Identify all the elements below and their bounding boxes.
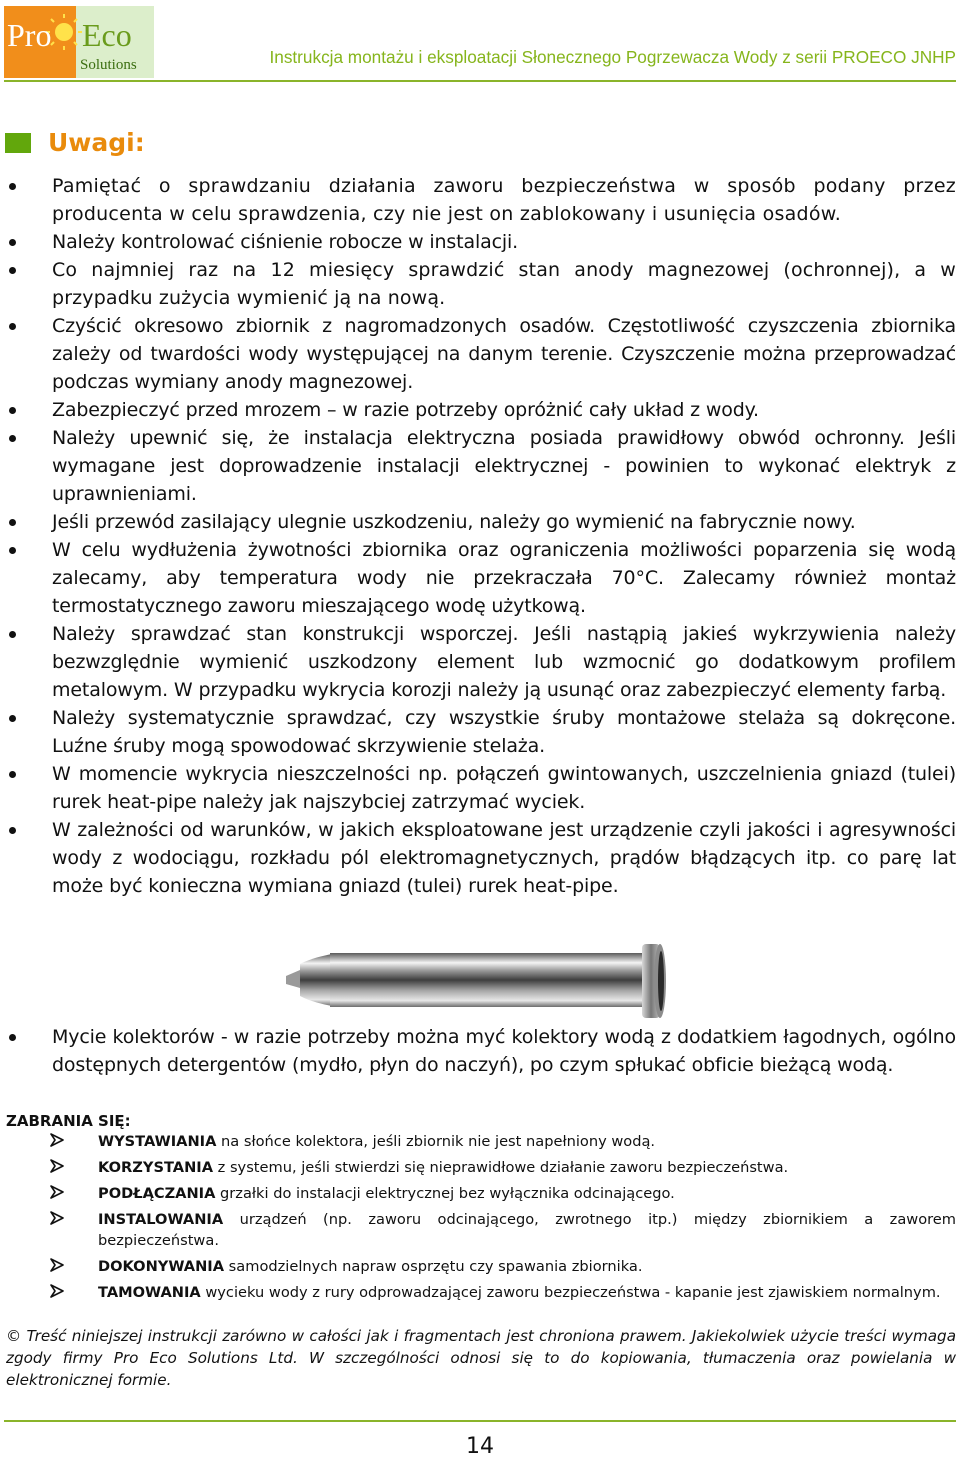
list-item-text: Jeśli przewód zasilający ulegnie uszkodzeniu, należy go wymienić na fabrycznie nowy.	[52, 511, 856, 533]
forbidden-item	[0, 1183, 960, 1204]
list-item-text: Czyścić okresowo zbiornik z nagromadzonych osadów. Częstotliwość czyszczenia zbiornika zależy od twardości wody występującej na danym terenie. Czyszczenie można przeprowadzać podczas wymiany anody magnezowej.	[52, 315, 956, 393]
logo-word-solutions: Solutions	[80, 57, 137, 73]
list-item	[0, 396, 960, 424]
logo-word-eco: Eco	[82, 17, 132, 53]
bullet-icon	[9, 1034, 16, 1041]
bullet-icon	[9, 715, 16, 722]
list-item	[0, 424, 960, 508]
forbidden-item-text	[98, 1209, 956, 1251]
forbidden-item-text	[98, 1256, 956, 1277]
forbidden-item-text	[98, 1183, 956, 1204]
section-heading: Uwagi:	[48, 128, 145, 157]
list-item	[0, 760, 960, 816]
bullet-icon	[9, 407, 16, 414]
forbidden-keyword: WYSTAWIANIA	[98, 1133, 217, 1150]
notes-list	[0, 172, 960, 900]
list-item-text: W momencie wykrycia nieszczelności np. połączeń gwintowanych, uszczelnienia gniazd (tulei) rurek heat-pipe należy jak najszybciej zatrzymać wyciek.	[52, 763, 956, 813]
bullet-icon	[9, 183, 16, 190]
forbidden-item	[0, 1209, 960, 1251]
list-item-text: Zabezpieczyć przed mrozem – w razie potrzeby opróżnić cały układ z wody.	[52, 399, 759, 421]
pro-eco-logo	[4, 6, 154, 78]
forbidden-description: urządzeń (np. zaworu odcinającego, zwrotnego itp.) między zbiornikiem a zaworem bezpieczeństwa.	[98, 1211, 956, 1249]
list-item-text: Należy sprawdzać stan konstrukcji wsporczej. Jeśli nastąpią jakieś wykrzywienia należy bezwzględnie wymienić uszkodzony element lub wzmocnić go dodatkowym profilem metalowym. W przypadku wykrycia korozji należy ją usunąć oraz zabezpieczyć elementy farbą.	[52, 623, 956, 701]
arrow-bullet-icon	[50, 1185, 64, 1199]
forbidden-item-text	[98, 1282, 956, 1303]
forbidden-description: na słońce kolektora, jeśli zbiornik nie jest napełniony wodą.	[216, 1133, 656, 1150]
forbidden-keyword: INSTALOWANIA	[98, 1211, 224, 1228]
bullet-icon	[9, 239, 16, 246]
forbidden-item	[0, 1256, 960, 1277]
list-item	[0, 508, 960, 536]
copyright-notice: © Treść niniejszej instrukcji zarówno w całości jak i fragmentach jest chroniona prawem. Jakiekolwiek użycie treści wymaga zgody firmy Pro Eco Solutions Ltd. W szczególności odnosi się to do kopiowania, tłumaczenia oraz powielania w elektronicznej formie.	[6, 1327, 956, 1389]
forbidden-item	[0, 1131, 960, 1152]
document-header-title: Instrukcja montażu i eksploatacji Słonecznego Pogrzewacza Wody z serii PROECO JNHP	[269, 47, 956, 67]
forbidden-item-text	[98, 1157, 956, 1178]
list-item-text: Należy kontrolować ciśnienie robocze w instalacji.	[52, 231, 519, 253]
forbidden-description: samodzielnych napraw osprzętu czy spawania zbiornika.	[224, 1258, 643, 1275]
forbidden-heading: ZABRANIA SIĘ:	[6, 1112, 131, 1130]
header-divider	[4, 80, 956, 82]
arrow-bullet-icon	[50, 1258, 64, 1272]
forbidden-keyword: PODŁĄCZANIA	[98, 1185, 216, 1202]
forbidden-item-text	[98, 1131, 956, 1152]
heat-pipe-sleeve-image	[282, 934, 672, 1026]
forbidden-keyword: DOKONYWANIA	[98, 1258, 225, 1275]
list-item	[0, 1023, 960, 1079]
footer-divider	[4, 1420, 956, 1422]
list-item	[0, 256, 960, 312]
list-item-text: Pamiętać o sprawdzaniu działania zaworu bezpieczeństwa w sposób podany przez producenta w celu sprawdzenia, czy nie jest on zablokowany i usunięcia osadów.	[52, 175, 956, 225]
list-item-text: W zależności od warunków, w jakich eksploatowane jest urządzenie czyli jakości i agresywności wody z wodociągu, rozkładu pól elektromagnetycznych, prądów błądzących itp. co parę lat może być konieczna wymiana gniazd (tulei) rurek heat-pipe.	[52, 819, 956, 897]
list-item	[0, 228, 960, 256]
arrow-bullet-icon	[50, 1284, 64, 1298]
list-item	[0, 172, 960, 228]
forbidden-item	[0, 1282, 960, 1303]
bullet-icon	[9, 435, 16, 442]
list-item	[0, 312, 960, 396]
forbidden-description: z systemu, jeśli stwierdzi się nieprawidłowe działanie zaworu bezpieczeństwa.	[213, 1159, 789, 1176]
list-item-text: W celu wydłużenia żywotności zbiornika oraz ograniczenia możliwości poparzenia się wodą zalecamy, aby temperatura wody nie przekraczała 70°C. Zalecamy również montaż termostatycznego zaworu mieszającego wodę użytkową.	[52, 539, 956, 617]
forbidden-list	[0, 1131, 960, 1308]
forbidden-keyword: TAMOWANIA	[98, 1284, 201, 1301]
forbidden-item	[0, 1157, 960, 1178]
list-item	[0, 704, 960, 760]
list-item-text: Należy systematycznie sprawdzać, czy wszystkie śruby montażowe stelaża są dokręcone. Luźne śruby mogą spowodować skrzywienie stelaża.	[52, 707, 956, 757]
list-item	[0, 536, 960, 620]
list-item	[0, 816, 960, 900]
forbidden-keyword: KORZYSTANIA	[98, 1159, 214, 1176]
list-item-text: Co najmniej raz na 12 miesięcy sprawdzić stan anody magnezowej (ochronnej), a w przypadku zużycia wymienić ją na nową.	[52, 259, 956, 309]
bullet-icon	[9, 323, 16, 330]
forbidden-description: wycieku wody z rury odprowadzającej zaworu bezpieczeństwa - kapanie jest zjawiskiem normalnym.	[200, 1284, 941, 1301]
list-item-text: Należy upewnić się, że instalacja elektryczna posiada prawidłowy obwód ochronny. Jeśli wymagane jest doprowadzenie instalacji elektrycznej - powinien to wykonać elektryk z uprawnieniami.	[52, 427, 956, 505]
arrow-bullet-icon	[50, 1211, 64, 1225]
list-item	[0, 620, 960, 704]
arrow-bullet-icon	[50, 1159, 64, 1173]
bullet-icon	[9, 267, 16, 274]
bullet-icon	[9, 547, 16, 554]
arrow-bullet-icon	[50, 1133, 64, 1147]
logo-word-pro: Pro	[7, 17, 52, 53]
forbidden-description: grzałki do instalacji elektrycznej bez wyłącznika odcinającego.	[215, 1185, 675, 1202]
cleaning-note-list	[0, 1023, 960, 1079]
bullet-icon	[9, 631, 16, 638]
page-number: 14	[466, 1434, 494, 1459]
bullet-icon	[9, 771, 16, 778]
list-item-text: Mycie kolektorów - w razie potrzeby można myć kolektory wodą z dodatkiem łagodnych, ogólno dostępnych detergentów (mydło, płyn do naczyń), po czym spłukać obficie bieżącą wodą.	[52, 1026, 956, 1076]
bullet-icon	[9, 827, 16, 834]
bullet-icon	[9, 519, 16, 526]
heading-square-icon	[5, 133, 31, 153]
